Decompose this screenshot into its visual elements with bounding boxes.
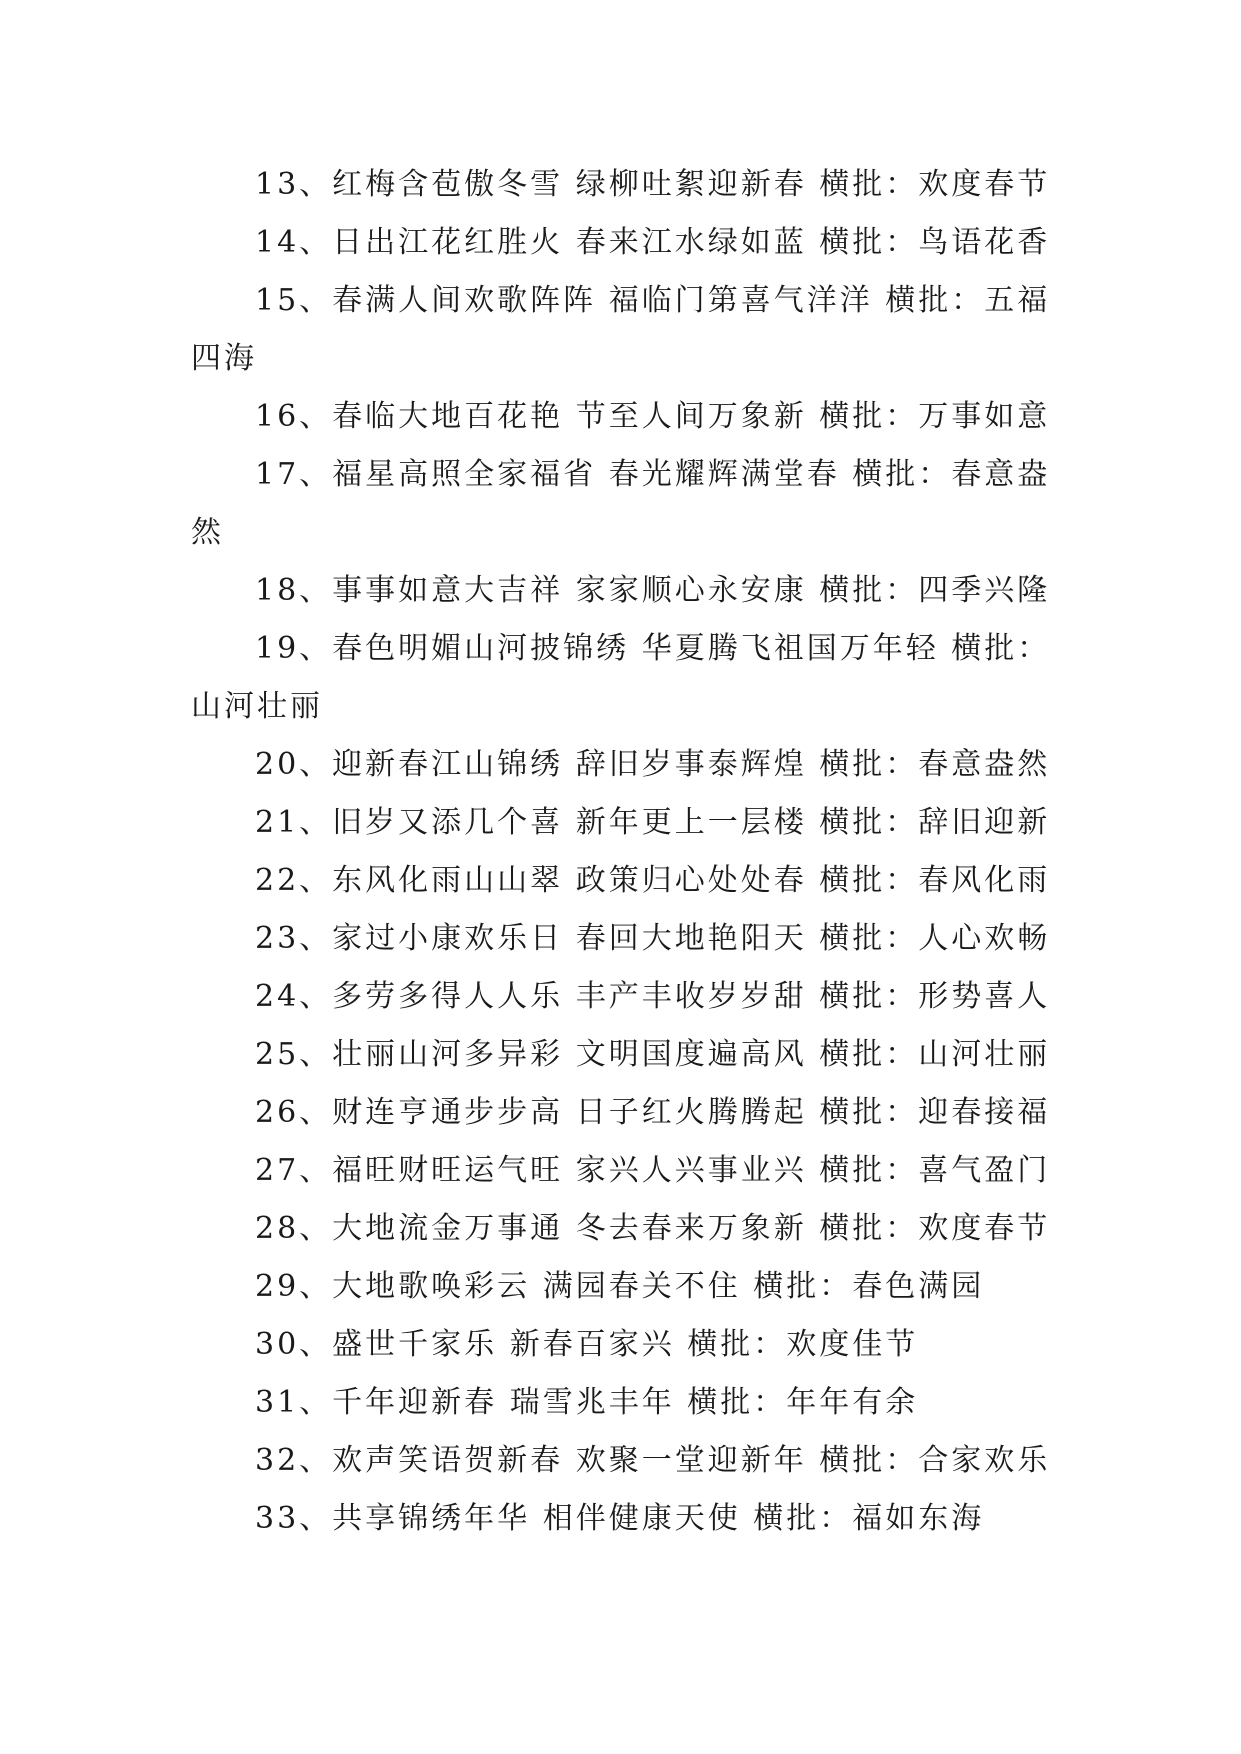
couplet-item: 25、壮丽山河多异彩 文明国度遍高风 横批：山河壮丽 <box>255 1037 1051 1072</box>
couplet-item: 14、日出江花红胜火 春来江水绿如蓝 横批：鸟语花香 <box>255 225 1051 260</box>
couplet-item: 21、旧岁又添几个喜 新年更上一层楼 横批：辞旧迎新 <box>255 805 1051 840</box>
couplet-item: 15、春满人间欢歌阵阵 福临门第喜气洋洋 横批：五福四海 <box>191 283 1051 376</box>
couplet-item: 27、福旺财旺运气旺 家兴人兴事业兴 横批：喜气盈门 <box>255 1153 1051 1188</box>
couplet-item: 23、家过小康欢乐日 春回大地艳阳天 横批：人心欢畅 <box>255 921 1051 956</box>
couplet-item: 16、春临大地百花艳 节至人间万象新 横批：万事如意 <box>255 399 1051 434</box>
couplet-item: 22、东风化雨山山翠 政策归心处处春 横批：春风化雨 <box>255 863 1051 898</box>
couplet-item: 13、红梅含苞傲冬雪 绿柳吐絮迎新春 横批：欢度春节 <box>255 167 1051 202</box>
couplet-item: 30、盛世千家乐 新春百家兴 横批：欢度佳节 <box>255 1327 919 1362</box>
couplet-item: 18、事事如意大吉祥 家家顺心永安康 横批：四季兴隆 <box>255 573 1051 608</box>
couplet-item: 20、迎新春江山锦绣 辞旧岁事泰辉煌 横批：春意盎然 <box>255 747 1051 782</box>
couplet-item: 26、财连亨通步步高 日子红火腾腾起 横批：迎春接福 <box>255 1095 1051 1130</box>
couplet-item: 33、共享锦绣年华 相伴健康天使 横批：福如东海 <box>255 1501 985 1536</box>
couplet-item: 29、大地歌唤彩云 满园春关不住 横批：春色满园 <box>255 1269 985 1304</box>
couplet-item: 19、春色明媚山河披锦绣 华夏腾飞祖国万年轻 横批：山河壮丽 <box>191 631 1051 724</box>
couplet-list <box>191 156 1051 1548</box>
couplet-item: 32、欢声笑语贺新春 欢聚一堂迎新年 横批：合家欢乐 <box>255 1443 1051 1478</box>
couplet-item: 24、多劳多得人人乐 丰产丰收岁岁甜 横批：形势喜人 <box>255 979 1051 1014</box>
couplet-item: 28、大地流金万事通 冬去春来万象新 横批：欢度春节 <box>255 1211 1051 1246</box>
couplet-item: 31、千年迎新春 瑞雪兆丰年 横批：年年有余 <box>255 1385 919 1420</box>
couplet-item: 17、福星高照全家福省 春光耀辉满堂春 横批：春意盎然 <box>191 457 1051 550</box>
